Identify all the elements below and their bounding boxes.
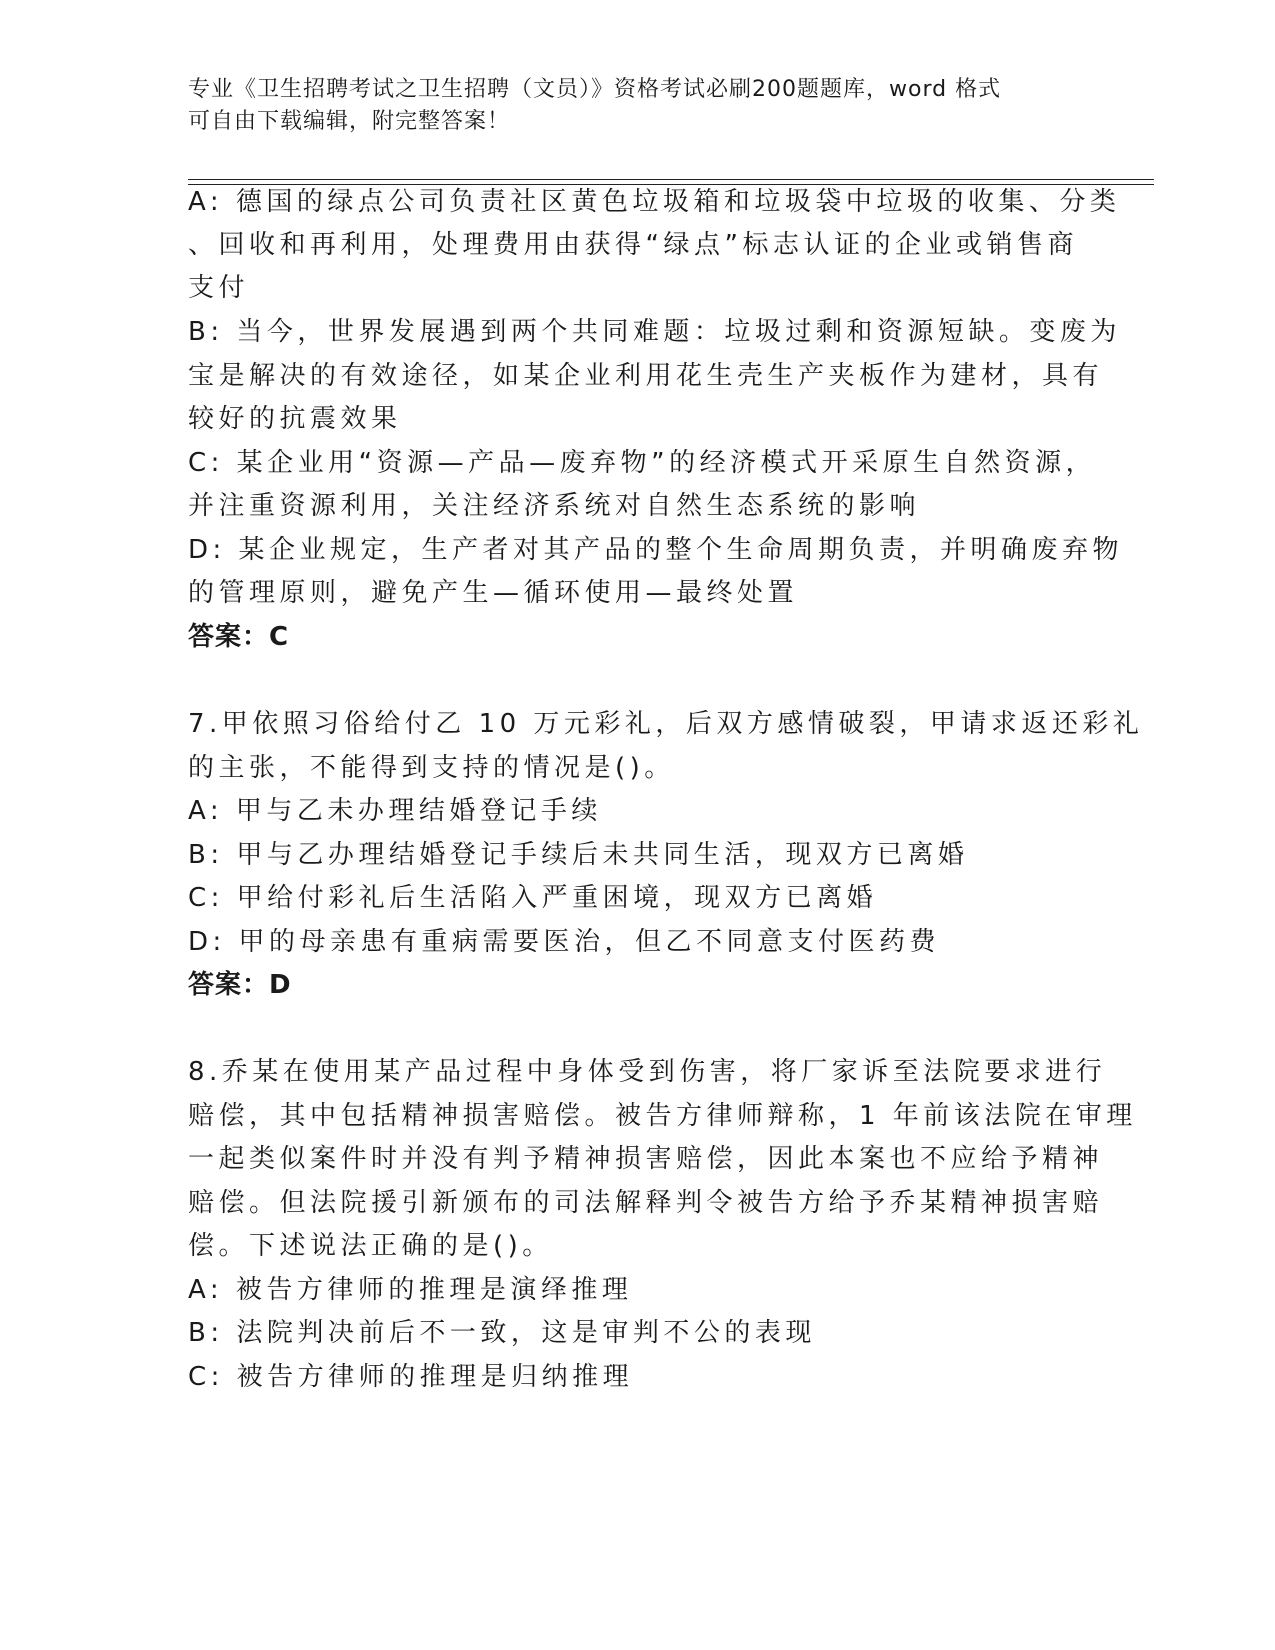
q6-option-a-line-1: A: 德国的绿点公司负责社区黄色垃圾箱和垃圾袋中垃圾的收集、分类: [188, 187, 1121, 217]
q7-answer: 答案：D: [188, 970, 292, 1000]
q6-option-b-line-3: 较好的抗震效果: [188, 404, 402, 434]
q8-option-a: A: 被告方律师的推理是演绎推理: [188, 1275, 633, 1305]
q8-stem-line-5: 偿。下述说法正确的是()。: [188, 1231, 553, 1261]
q6-option-d-line-2: 的管理原则，避免产生—循环使用—最终处置: [188, 578, 799, 608]
q7-stem-line-1: 7.甲依照习俗给付乙 10 万元彩礼，后双方感情破裂，甲请求返还彩礼: [188, 709, 1144, 739]
q7-option-c: C: 甲给付彩礼后生活陷入严重困境，现双方已离婚: [188, 883, 878, 913]
q8-stem-line-2: 赔偿，其中包括精神损害赔偿。被告方律师辩称，1 年前该法院在审理: [188, 1101, 1137, 1131]
q6-answer: 答案：C: [188, 622, 290, 652]
q8-option-b: B: 法院判决前后不一致，这是审判不公的表现: [188, 1318, 816, 1348]
q8-option-c: C: 被告方律师的推理是归纳推理: [188, 1362, 634, 1392]
q7-option-b: B: 甲与乙办理结婚登记手续后未共同生活，现双方已离婚: [188, 840, 969, 870]
q6-option-b-line-1: B: 当今，世界发展遇到两个共同难题：垃圾过剩和资源短缺。变废为: [188, 317, 1121, 347]
q8-stem-line-3: 一起类似案件时并没有判予精神损害赔偿，因此本案也不应给予精神: [188, 1144, 1104, 1174]
header-line-2: 可自由下载编辑，附完整答案！: [188, 109, 511, 134]
q6-option-b-line-2: 宝是解决的有效途径，如某企业利用花生壳生产夹板作为建材，具有: [188, 361, 1104, 391]
q7-option-a: A: 甲与乙未办理结婚登记手续: [188, 796, 602, 826]
header-line-1: 专业《卫生招聘考试之卫生招聘（文员）》资格考试必刷200题题库，word 格式: [188, 77, 1002, 102]
q6-option-d-line-1: D: 某企业规定，生产者对其产品的整个生命周期负责，并明确废弃物: [188, 535, 1124, 565]
q7-option-d: D: 甲的母亲患有重病需要医治，但乙不同意支付医药费: [188, 927, 941, 957]
q6-option-a-line-2: 、回收和再利用，处理费用由获得“绿点”标志认证的企业或销售商: [188, 230, 1078, 260]
q7-stem-line-2: 的主张，不能得到支持的情况是()。: [188, 753, 675, 783]
q8-stem-line-4: 赔偿。但法院援引新颁布的司法解释判令被告方给予乔某精神损害赔: [188, 1188, 1104, 1218]
q6-option-a-line-3: 支付: [188, 273, 250, 303]
q8-stem-line-1: 8.乔某在使用某产品过程中身体受到伤害，将厂家诉至法院要求进行: [188, 1057, 1107, 1087]
q6-option-c-line-1: C: 某企业用“资源—产品—废弃物”的经济模式开采原生自然资源，: [188, 448, 1097, 478]
q6-option-c-line-2: 并注重资源利用，关注经济系统对自然生态系统的影响: [188, 491, 921, 521]
header-divider-top: [188, 179, 1154, 180]
document-header: [188, 74, 1088, 138]
